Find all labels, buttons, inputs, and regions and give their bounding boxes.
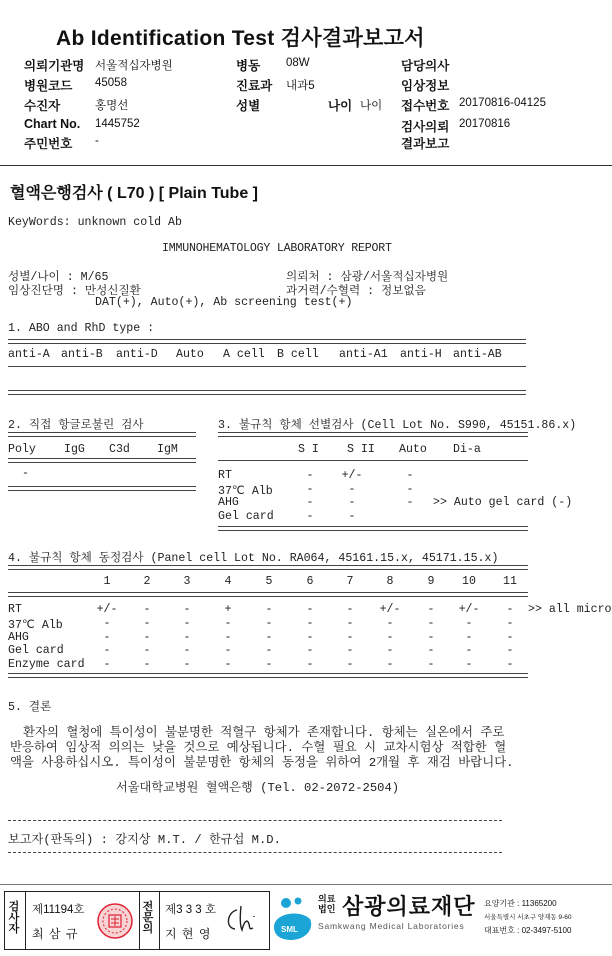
section3-cell: - [306, 496, 314, 509]
section4-cell: - [465, 631, 473, 644]
section3-row-label: AHG [218, 496, 239, 509]
conclusion-line2: 반응하여 임상적 의의는 낮을 것으로 예상됩니다. 수혈 필요 시 교차시험상 적합한 혈 [10, 741, 507, 755]
section1-mid-rule [8, 366, 526, 367]
value-patient: 홍명선 [95, 100, 129, 112]
section4-cell: - [183, 617, 191, 630]
section2-column-header: C3d [109, 443, 130, 456]
patient-history: 과거력/수혈력 : 정보없음 [286, 285, 426, 298]
value-receipt-no: 20170816-04125 [459, 97, 546, 109]
specialist-name: 지 현 영 [165, 927, 212, 941]
section1-column-header: anti-A [8, 348, 50, 361]
sml-logo-icon [270, 893, 316, 943]
examiner-seal-icon [95, 901, 135, 941]
panel-title: 혈액은행검사 ( L70 ) [ Plain Tube ] [10, 185, 259, 202]
label-age: 나이 [328, 99, 353, 113]
section4-column-header: 5 [265, 575, 273, 588]
section3-column-header: S II [347, 443, 375, 456]
specialist-vertical-label [141, 902, 155, 935]
section3-top-rule [218, 432, 528, 437]
section4-cell: - [346, 631, 354, 644]
label-result-report: 결과보고 [401, 137, 450, 151]
reporter-top-rule [8, 820, 502, 821]
value-department: 내과5 [286, 80, 315, 92]
value-age: 나이 [360, 100, 383, 112]
section3-cell: - [306, 510, 314, 523]
section2-title: 2. 직접 항글로불린 검사 [8, 419, 144, 432]
conclusion-signature: 서울대학교병원 혈액은행 (Tel. 02-2072-2504) [116, 781, 400, 795]
section4-cell: - [427, 617, 435, 630]
label-hospital-code: 병원코드 [24, 79, 73, 93]
label-resident-no: 주민번호 [24, 137, 73, 151]
section4-row-label: AHG [8, 631, 29, 644]
section3-cell: - [406, 496, 414, 509]
org-english-name: Samkwang Medical Laboratories [318, 921, 465, 931]
report-title: Ab Identification Test 검사결과보고서 [56, 27, 425, 50]
section4-column-header: 8 [386, 575, 394, 588]
section4-cell: - [386, 644, 394, 657]
section4-cell: - [224, 658, 232, 671]
section1-column-header: anti-B [61, 348, 103, 361]
section4-cell: - [465, 644, 473, 657]
section4-cell: - [346, 644, 354, 657]
specialist-char-2: 문 [142, 912, 154, 924]
section4-bottom-rule [8, 673, 528, 678]
org-prefix-bottom: 법인 [318, 904, 336, 914]
value-hospital-code: 45058 [95, 77, 127, 89]
section3-row-label: Gel card [218, 510, 274, 523]
label-patient: 수진자 [24, 99, 61, 113]
section4-row-label: Enzyme card [8, 658, 85, 671]
section4-cell: - [265, 658, 273, 671]
section3-mid-rule [218, 460, 528, 461]
section1-top-rule [8, 339, 526, 344]
patient-referrer: 의뢰처 : 삼광/서울적십자병원 [286, 271, 449, 284]
section4-cell: - [103, 658, 111, 671]
section4-cell: - [427, 631, 435, 644]
section4-cell: - [143, 658, 151, 671]
specialist-char-3: 의 [142, 923, 154, 935]
signature-box [4, 891, 270, 950]
section4-row-label: RT [8, 603, 22, 616]
examiner-char-2: 사 [8, 912, 20, 924]
section1-column-header: anti-D [116, 348, 158, 361]
section4-cell: - [306, 603, 314, 616]
section3-cell: - [348, 483, 356, 496]
section4-cell: - [465, 617, 473, 630]
org-name: 삼광의료재단 [342, 895, 476, 920]
section4-cell: - [346, 658, 354, 671]
section4-cell: - [306, 658, 314, 671]
patient-diagnosis: 임상진단명 : 만성신질환 [8, 285, 141, 298]
section3-row-label: 37℃ Alb [218, 485, 273, 498]
section4-cell: - [386, 617, 394, 630]
section3-column-header: S I [298, 443, 319, 456]
section4-column-header: 1 [103, 575, 111, 588]
section4-row-label: 37℃ Alb [8, 619, 63, 632]
specialist-license-no: 제3 3 3 호 [165, 904, 216, 916]
section1-column-header: A cell [223, 348, 265, 361]
section2-mid-rule [8, 458, 196, 463]
conclusion-line1: 환자의 혈청에 특이성이 불분명한 적혈구 항체가 존재합니다. 항체는 실온에서 주로 [23, 726, 505, 740]
section4-column-header: 4 [224, 575, 232, 588]
section4-cell: - [306, 644, 314, 657]
section3-note: >> Auto gel card (-) [433, 496, 573, 509]
org-contact-3: 대표번호 : 02-3497-5100 [484, 926, 572, 935]
logo-text: SML [281, 925, 298, 934]
section4-cell: +/- [96, 603, 118, 616]
value-institution: 서울적십자병원 [95, 60, 173, 72]
section4-cell: - [183, 644, 191, 657]
section3-column-header: Auto [399, 443, 427, 456]
section4-cell: - [506, 631, 514, 644]
value-chart-no: 1445752 [95, 118, 140, 130]
patient-sex-age: 성별/나이 : M/65 [8, 271, 109, 284]
value-resident-no: - [95, 135, 99, 147]
section4-cell: - [143, 603, 151, 616]
section4-cell: - [506, 617, 514, 630]
section3-cell: - [348, 510, 356, 523]
section3-cell: - [348, 496, 356, 509]
section1-column-header: anti-H [400, 348, 442, 361]
section4-mid-rule [8, 592, 528, 597]
footer-divider [0, 884, 612, 885]
section4-row-label: Gel card [8, 644, 64, 657]
section1-bottom-rule [8, 390, 526, 395]
section4-cell: - [183, 603, 191, 616]
label-institution: 의뢰기관명 [24, 59, 85, 73]
section1-column-header: anti-A1 [339, 348, 388, 361]
section4-cell: - [465, 658, 473, 671]
org-contact-2: 서울특별시 서초구 양재동 9-60 [484, 914, 572, 921]
specialist-signature-icon [223, 902, 263, 936]
specialist-divider [159, 892, 160, 949]
section3-cell: - [406, 483, 414, 496]
reporter-bottom-rule [8, 852, 502, 853]
specialist-char-1: 전 [142, 901, 154, 913]
section4-cell: - [346, 617, 354, 630]
reporter: 보고자(판독의) : 강지상 M.T. / 한규섭 M.D. [8, 833, 281, 847]
org-prefix-top: 의료 [318, 894, 336, 904]
section4-cell: +/- [458, 603, 480, 616]
section4-cell: - [427, 644, 435, 657]
header-divider [0, 165, 612, 166]
section4-cell: - [143, 617, 151, 630]
label-department: 진료과 [236, 79, 273, 93]
section4-cell: - [143, 631, 151, 644]
conclusion-title: 5. 결론 [8, 701, 52, 714]
examiner-vertical-label [7, 902, 21, 935]
label-sex: 성별 [236, 99, 261, 113]
org-prefix [318, 894, 335, 914]
section2-column-header: IgG [64, 443, 85, 456]
section1-column-header: Auto [176, 348, 204, 361]
section2-column-header: IgM [157, 443, 178, 456]
section4-cell: - [265, 644, 273, 657]
label-clinical-info: 임상정보 [401, 79, 450, 93]
section1-column-header: anti-AB [453, 348, 502, 361]
section3-cell: - [406, 469, 414, 482]
section1-column-header: B cell [277, 348, 319, 361]
section4-cell: - [386, 631, 394, 644]
examiner-name: 최 삼 규 [32, 927, 79, 941]
label-receipt-no: 접수번호 [401, 99, 450, 113]
keywords: KeyWords: unknown cold Ab [8, 216, 182, 229]
section4-column-header: 11 [503, 575, 517, 588]
section4-cell: - [506, 658, 514, 671]
section4-cell: - [265, 631, 273, 644]
section4-cell: - [306, 631, 314, 644]
section3-title: 3. 불규칙 항체 선별검사 (Cell Lot No. S990, 45151.86.x) [218, 419, 577, 432]
section4-column-header: 9 [427, 575, 435, 588]
section4-cell: - [224, 617, 232, 630]
section4-cell: + [224, 603, 232, 616]
value-ward: 08W [286, 57, 310, 69]
section4-cell: - [346, 603, 354, 616]
section2-bottom-rule [8, 486, 196, 491]
section4-cell: - [143, 644, 151, 657]
examiner-char-1: 검 [8, 901, 20, 913]
patient-diagnosis-detail: DAT(+), Auto(+), Ab screening test(+) [95, 296, 353, 309]
section4-column-header: 7 [346, 575, 354, 588]
section4-cell: - [224, 631, 232, 644]
section4-cell: - [103, 644, 111, 657]
conclusion-line3: 액을 사용하십시오. 특이성이 불분명한 항체의 동정을 위하여 2개월 후 재검 바랍니다. [10, 756, 514, 770]
section1-title: 1. ABO and RhD type : [8, 322, 155, 335]
section4-cell: - [427, 603, 435, 616]
section4-cell: - [183, 658, 191, 671]
report-heading: IMMUNOHEMATOLOGY LABORATORY REPORT [162, 242, 392, 255]
label-ward: 병동 [236, 59, 261, 73]
org-contact-1: 요양기관 : 11365200 [484, 899, 557, 908]
label-doctor: 담당의사 [401, 59, 450, 73]
section3-column-header: Di-a [453, 443, 481, 456]
section4-cell: - [103, 617, 111, 630]
section2-column-header: Poly [8, 443, 36, 456]
examiner-divider [25, 892, 26, 949]
specialist-left-divider [139, 892, 140, 949]
section3-cell: - [306, 469, 314, 482]
section4-cell: +/- [379, 603, 401, 616]
section4-cell: - [506, 603, 514, 616]
section4-cell: - [306, 617, 314, 630]
section3-row-label: RT [218, 469, 232, 482]
section3-cell: +/- [341, 469, 363, 482]
section4-cell: - [265, 617, 273, 630]
section4-title: 4. 불규칙 항체 동정검사 (Panel cell Lot No. RA064, 45161.15.x, 45171.15.x) [8, 552, 499, 565]
section4-column-header: 3 [183, 575, 191, 588]
section2-top-rule [8, 432, 196, 437]
value-request-date: 20170816 [459, 118, 511, 130]
examiner-char-3: 자 [8, 923, 20, 935]
section4-column-header: 2 [143, 575, 151, 588]
section4-cell: - [427, 658, 435, 671]
section3-cell: - [306, 483, 314, 496]
section4-column-header: 10 [462, 575, 476, 588]
section4-note: >> all micro [528, 603, 612, 616]
label-request-date: 검사의뢰 [401, 120, 450, 134]
section4-cell: - [103, 631, 111, 644]
section4-cell: - [265, 603, 273, 616]
section4-cell: - [224, 644, 232, 657]
label-chart-no: Chart No. [24, 117, 81, 131]
section4-top-rule [8, 565, 528, 570]
section3-bottom-rule [218, 526, 528, 531]
section4-column-header: 6 [306, 575, 314, 588]
section4-cell: - [386, 658, 394, 671]
examiner-license-no: 제11194호 [32, 904, 85, 916]
section4-cell: - [183, 631, 191, 644]
section2-value: - [22, 467, 29, 480]
section4-cell: - [506, 644, 514, 657]
